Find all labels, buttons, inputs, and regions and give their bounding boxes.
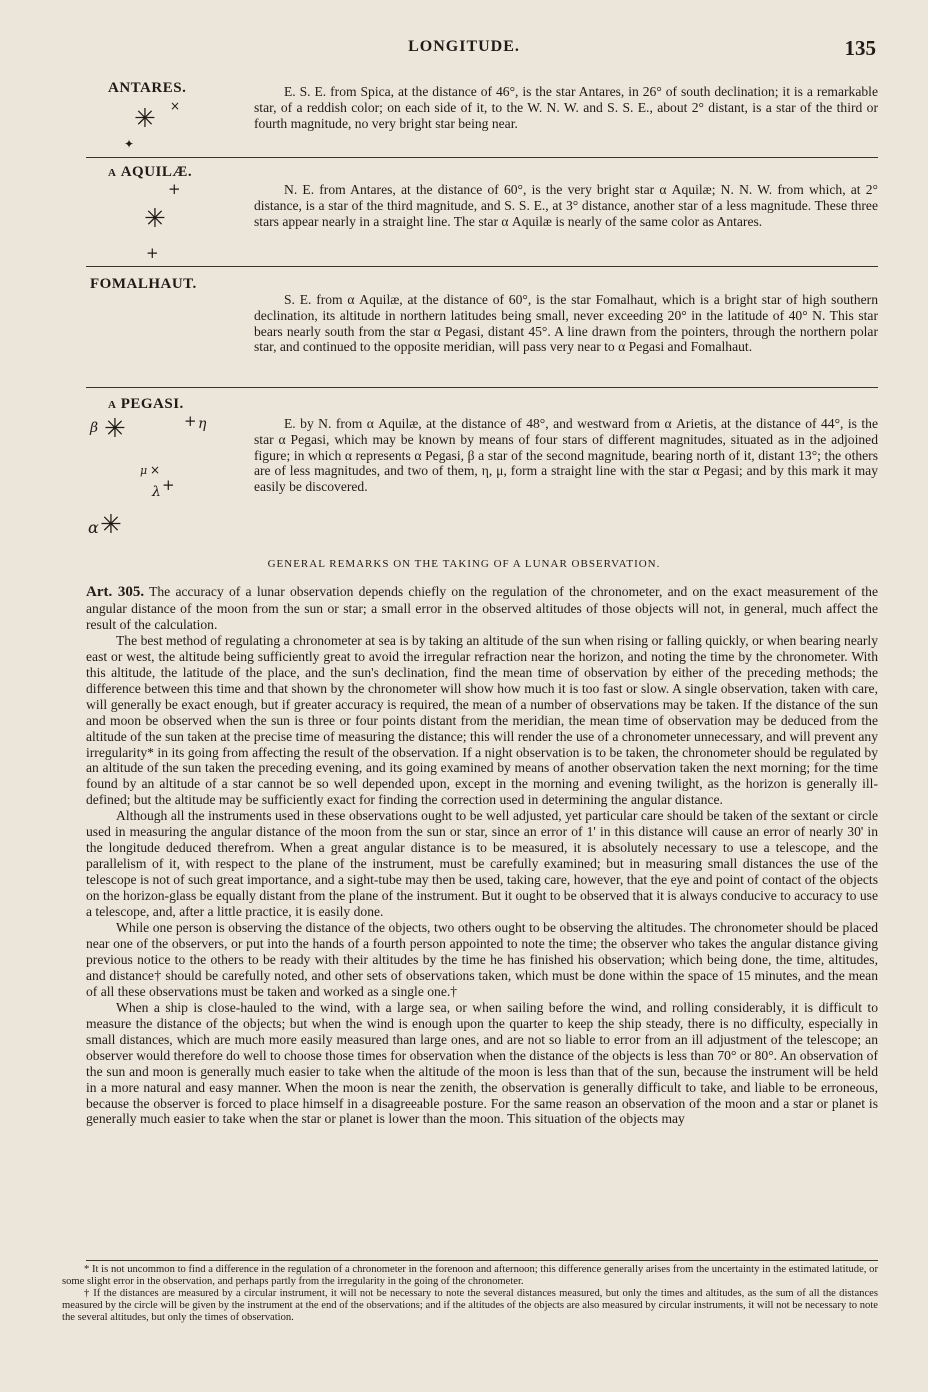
paragraph: When a ship is close-hauled to the wind, with a large sea, or when sailing before the wind, and rolling considerably, it is difficult to measure the distance of the objects; but when the wind is enough upon the quarter to keep the ship steady, there is no difficulty, especially in small distances, which are much more easily measured than large ones, and are not so liable to error from an ill adjustment of the telescope; an observer would therefore do well to choose those times for observation when the distance of the objects is less than 70° or 80°. An observation of the sun and moon is generally much easier to take when the altitude of the moon is less than that of the sun, because the instrument will be held in a more natural and easy manner. When the moon is near the zenith, the observation is generally difficult to take, and liable to be erroneous, because the observer is forced to place himself in a disagreeable posture. For the same reason an observation of the moon and a star or planet is generally much easier to take when the star or planet is lower than the moon. This situation of the objects may [86,999,878,1127]
section-heading: GENERAL REMARKS ON THE TAKING OF A LUNAR OBSERVATION. [267,558,661,570]
footnotes [62,1264,878,1324]
paragraph: While one person is observing the distance of the objects, two others ought to be observing the altitudes. The chronometer should be placed near one of the observers, or put into the hands of a fourth person appointed to note the time; the observer who takes the angular distance giving previous notice to the others to be ready with their altitudes by the time he has finished his observation; which being done, the time, altitudes, and distance† should be carefully noted, and other sets of observations taken, which must be done within the space of 15 minutes, and the mean of all these observations must be taken and worked as a single one.† [86,920,878,999]
divider [86,266,878,267]
small-star-icon: ✦ [124,137,135,151]
page-number: 135 [844,36,876,60]
star-entry-fomalhaut [86,276,878,386]
star-label: α AQUILÆ. [108,164,193,180]
small-star-icon: × [170,99,181,113]
aquilae-star-icon: ✳ [144,204,166,234]
lambda-star-icon: + [162,476,175,494]
beta-star-icon: ✳ [104,414,126,444]
star-description: N. E. from Antares, at the distance of 60°, is the very bright star α Aquilæ; N. N. W. from which, at 2° distance, is a star of the third magnitude, and S. S. E., at 3° distance, another star of a less magnitude. These three stars appear nearly in a straight line. The star α Aquilæ is nearly of the same color as Antares. [254,182,878,229]
star-label: FOMALHAUT. [90,276,197,292]
paragraph: Art. 305. The accuracy of a lunar observation depends chiefly on the regulation of the chronometer, and on the exact measurement of the angular distance of the moon from the sun or star; a small error in the observed altitudes of those objects will not, in general, much affect the result of the calculation. [86,584,878,632]
star-figure [86,182,246,262]
star-description: E. by N. from α Aquilæ, at the distance of 48°, and westward from α Arietis, at the distance of 44°, is the star α Pegasi, which may be known by means of four stars of different magnitudes, situated as in the adjoined figure; in which α represents α Pegasi, β a star of the second magnitude, bearing north of it, distant 13°; the others are of less magnitudes, and two of them, η, μ, form a straight line with the star α Pegasi; and by this mark it may easily be discovered. [254,416,878,495]
mu-star-icon: × [150,463,161,477]
alpha-star-icon: ✳ [100,510,122,540]
star-entry-antares [86,80,878,156]
page-title: LONGITUDE. [408,38,520,55]
footnote: * It is not uncommon to find a difference in the regulation of a chronometer in the forenoon and afternoon; this difference generally arises from the uncertainty in the estimated latitude, or some slight error in the observation, and perhaps partly from the irregularity in the going of the chronometer. [62,1264,878,1288]
star-entry-alpha-pegasi [86,396,878,546]
divider [86,157,878,158]
antares-star-icon: ✳ [134,104,156,134]
divider [86,387,878,388]
alpha-label: α [88,518,99,537]
eta-label: η [198,416,207,432]
small-star-icon: + [168,180,181,198]
article-body [86,584,878,1127]
eta-star-icon: + [184,412,197,430]
star-figure [86,98,246,156]
mu-label: μ [140,464,148,477]
small-star-icon: + [146,244,159,262]
star-entry-alpha-aquilae [86,164,878,264]
star-description: E. S. E. from Spica, at the distance of 46°, is the star Antares, in 26° of south declination; it is a remarkable star, of a reddish color; on each side of it, to the W. N. W. and S. S. E., about 2° distant, is a star of the third or fourth magnitude, no very bright star being near. [254,84,878,131]
running-head [0,36,928,60]
beta-label: β [90,420,99,436]
paragraph: Although all the instruments used in these observations ought to be well adjusted, yet particular care should be taken of the sextant or circle used in measuring the angular distance of the moon from the sun or star, since an error of 1' in this distance will cause an error of nearly 30' in the longitude deduced therefrom. When a great angular distance is to be measured, it is absolutely necessary to use a telescope, and the parallelism of it, with respect to the plane of the instrument, must be carefully examined; but in measuring small distances the use of the telescope is not of such great importance, and a sight-tube may then be used, taking care, however, that the eye and point of contact of the objects on the horizon-glass be equally distant from the plane of the instrument. But it ought to be observed that it is always conducive to accuracy to use a telescope, and, after a little practice, it is easily done. [86,808,878,920]
star-label: ANTARES. [108,80,187,96]
footnote: † If the distances are measured by a circular instrument, it will not be necessary to note the several distances measured, but only the times and altitudes, as the sum of all the distances measured by the circle will be given by the instrument at the end of the observations; and if the altitudes of the objects are also measured by circular instruments, it will not be necessary to note the several altitudes, but only the times of observation. [62,1288,878,1324]
paragraph: The best method of regulating a chronometer at sea is by taking an altitude of the sun when rising or falling quickly, or when bearing nearly east or west, the altitude being sufficiently great to avoid the irregular refraction near the horizon, and noting the time by the chronometer. With this altitude, the latitude of the place, and the sun's declination, find the mean time of observation by either of the preceding methods; the difference between this time and that shown by the chronometer will show how much it is too fast or slow. A single observation, taken with care, will generally be exact enough, but if greater accuracy is required, the mean of a number of observations may be taken. If the distance of the sun and moon be observed when the sun is three or four points distant from the meridian, the mean time of observation may be deduced from the altitude of the sun taken at the precise time of measuring the distance; this will render the use of a chronometer unnecessary, and will prevent any irregularity* in its going from affecting the result of the observation. If a night observation is to be taken, the chronometer should be regulated by an altitude of the sun taken the preceding evening, and its going examined by means of another observation taken the next morning; for the time found by an altitude of a star cannot be so well depended upon, except in the morning and evening twilight, as the horizon is generally ill-defined; but the altitude may be sufficiently exact for finding the correction used in determining the angular distance. [86,632,878,808]
lambda-label: λ [152,484,161,500]
star-description: S. E. from α Aquilæ, at the distance of 60°, is the star Fomalhaut, which is a bright star of high southern declination, its altitude in northern latitudes being small, never exceeding 20° in the latitude of 40° N. This star bears nearly south from the star α Pegasi, distant 45°. A line drawn from the pointers, through the northern polar star, and continued to the opposite meridian, will pass very near to α Pegasi and Fomalhaut. [254,292,878,355]
star-figure [86,414,246,540]
footnote-divider [86,1260,878,1261]
article-number: Art. 305. [86,584,145,600]
star-label: α PEGASI. [108,396,184,412]
